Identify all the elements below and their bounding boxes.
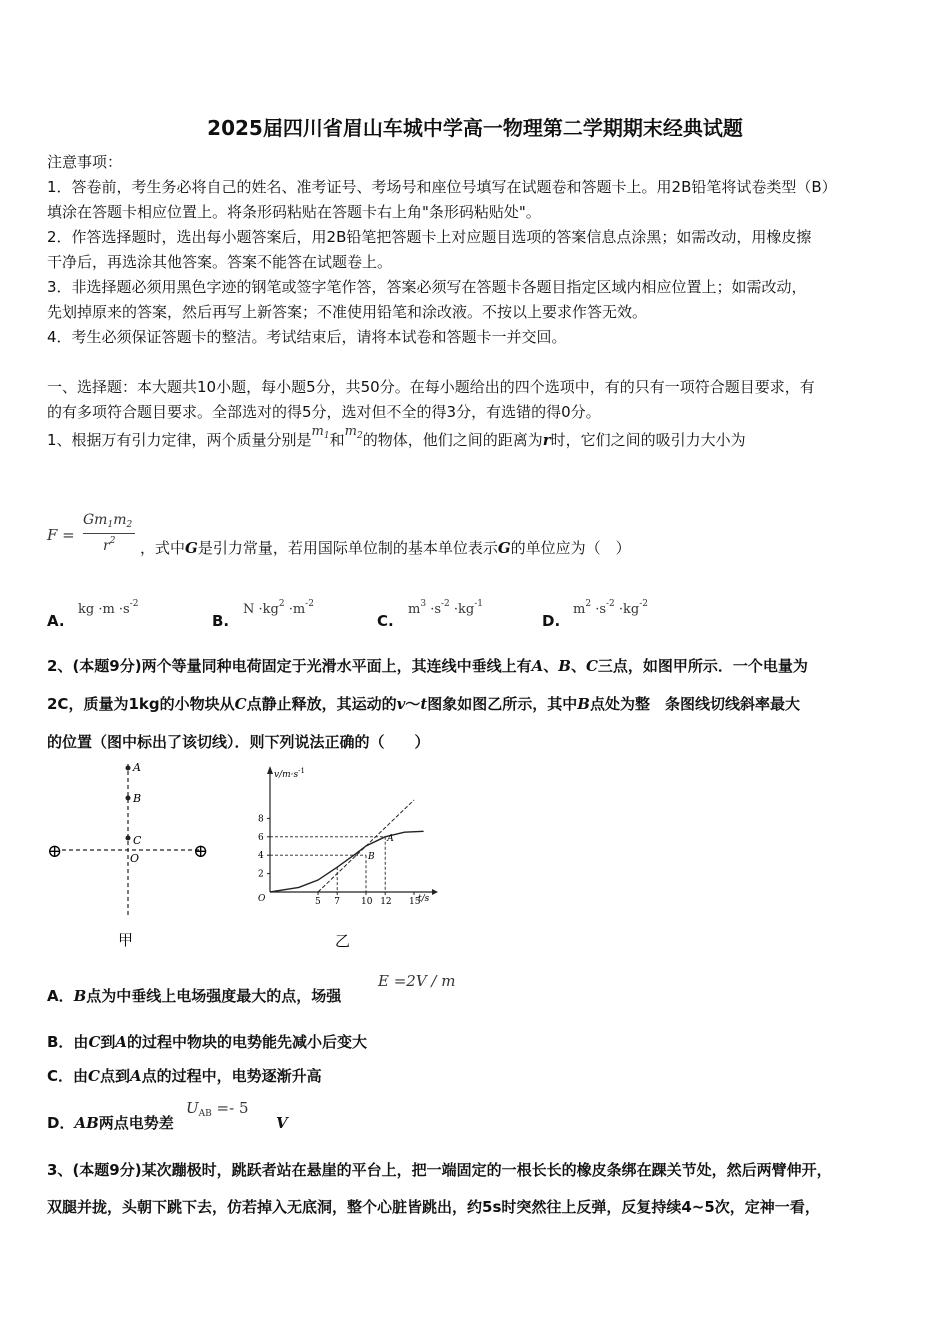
unit-text: m (573, 602, 586, 617)
q2-text: 三点，如图甲所示．一个电量为 (597, 657, 808, 675)
point-C: C (88, 1067, 100, 1085)
notice-line: 2．作答选择题时，选出每小题答案后，用2B铅笔把答题卡上对应题目选项的答案信息点涂黑；如需改动，用橡皮擦 (47, 228, 812, 246)
option-b-label: B. (212, 612, 230, 630)
q2-option-d (47, 1113, 174, 1133)
option-b-unit (243, 599, 314, 617)
y-tick-label: 4 (258, 851, 264, 862)
unit-text: ·s (591, 602, 606, 617)
fraction-bar (83, 533, 135, 534)
q3-number: 3、 (47, 1161, 73, 1179)
notice-line: 干净后，再选涂其他答案。答案不能答在试题卷上。 (47, 253, 393, 271)
point-A: A (115, 1033, 128, 1051)
notice-line: 3．非选择题必须用黑色字迹的钢笔或签字笔作答，答案必须写在答题卡各题目指定区域内相应位置上；如需改动， (47, 278, 807, 296)
point-B: B (577, 695, 590, 713)
num-sub1: 1 (107, 520, 114, 530)
sep: 、 (543, 657, 559, 675)
y-tick-label: 2 (258, 869, 264, 880)
q1-stem-f: 的单位应为（ ） (510, 539, 631, 557)
option-label: A． (47, 987, 74, 1005)
q1-stem-b: 的物体，他们之间的距离为 (362, 431, 543, 449)
num-sub2: 2 (126, 520, 133, 530)
unit-text: kg ·m ·s (78, 602, 130, 617)
option-text: 两点电势差 (98, 1114, 174, 1132)
y-tick-label: 8 (258, 814, 264, 825)
points-AB: AB (74, 1114, 99, 1132)
notice-line: 填涂在答题卡相应位置上。将条形码粘贴在答题卡右上角"条形码粘贴处"。 (47, 203, 541, 221)
section-intro: 的有多项符合题目要求。全部选对的得5分，选对但不全的得3分，有选错的得0分。 (47, 403, 601, 421)
option-text: 点为中垂线上电场强度最大的点，场强 (86, 987, 342, 1005)
q2-option-c (47, 1066, 322, 1086)
notice-heading: 注意事项： (47, 153, 123, 171)
unit-sup: -2 (129, 599, 139, 609)
formula-numerator (83, 512, 132, 530)
left-charge-icon: ⊕ (47, 841, 63, 862)
label-b: B (133, 792, 142, 805)
q2-text: 点静止释放，其运动的 (246, 695, 397, 713)
unit-text: ·m (284, 602, 306, 617)
option-label: D． (47, 1114, 75, 1132)
unit-sup: 2 (278, 599, 285, 609)
figure-jia-caption: 甲 (118, 931, 134, 949)
x-axis-label: t/s (418, 894, 430, 904)
sep: 、 (570, 657, 586, 675)
point-B: B (73, 987, 87, 1005)
q3-points: (本题9分) (72, 1161, 142, 1179)
point-C: C (88, 1033, 101, 1051)
den-r: r (103, 538, 110, 554)
num-m: m (113, 512, 127, 528)
q2-points: (本题9分) (72, 657, 142, 675)
m2-letter: m (344, 424, 357, 439)
option-label: C．由 (47, 1067, 89, 1085)
q2-option-a (47, 986, 341, 1006)
y-axis-label (274, 767, 305, 780)
q2-option-b (47, 1032, 367, 1052)
x-tick-label: 7 (334, 897, 340, 907)
option-text: 点的过程中，电势逐渐升高 (141, 1067, 322, 1085)
unit-sup: 2 (585, 599, 592, 609)
option-text: 点到 (99, 1067, 130, 1085)
unit-sup: -2 (639, 599, 649, 609)
m1-symbol (312, 424, 330, 439)
option-text: 的过程中物块的电势能先减小后变大 (127, 1033, 368, 1051)
origin-label: O (258, 894, 266, 904)
formula-denominator (103, 536, 115, 554)
chart-marks (258, 800, 424, 907)
y-axis-arrow-icon (267, 766, 273, 774)
unit-text: ·kg (449, 602, 475, 617)
q2-text: 2C，质量为1kg的小物块从 (47, 695, 235, 713)
G-symbol: G (497, 539, 511, 557)
tangent-line (318, 800, 414, 892)
q2-number: 2、 (47, 657, 73, 675)
ylabel-sup: -1 (298, 767, 305, 775)
point-b-dot (126, 796, 131, 801)
page-title: 2025届四川省眉山车城中学高一物理第二学期期末经典试题 (207, 116, 743, 140)
point-label-b: B (368, 852, 375, 863)
figure-yi-chart (250, 760, 450, 952)
notice-line: 4．考生必须保证答题卡的整洁。考试结束后，请将本试卷和答题卡一并交回。 (47, 328, 567, 346)
m1-letter: m (311, 424, 324, 439)
right-charge-icon: ⊕ (193, 841, 209, 862)
unit-sup: -2 (606, 599, 615, 609)
unit-text: m (408, 602, 421, 617)
x-tick-label: 5 (315, 897, 321, 907)
q1-stem-c: 时，它们之间的吸引力大小为 (550, 431, 746, 449)
r-symbol: r (542, 431, 551, 449)
field-strength-math: E =2V / m (378, 972, 456, 990)
notice-line: 1．答卷前，考生务必将自己的姓名、准考证号、考场号和座位号填写在试题卷和答题卡上。用2B铅笔将试卷类型（B） (47, 178, 837, 196)
volt-unit: V (276, 1114, 288, 1132)
unit-sup: 3 (420, 599, 427, 609)
v-symbol: v (396, 695, 406, 713)
unit-sup: -2 (441, 599, 450, 609)
q1-stem-a: 1、根据万有引力定律，两个质量分别是 (47, 431, 312, 449)
den-sup: 2 (109, 536, 116, 546)
potential-diff-math (186, 1099, 249, 1119)
point-c-dot (126, 836, 131, 841)
q2-stem-line2 (47, 694, 800, 714)
figure-jia (40, 758, 230, 953)
point-a-dot (126, 766, 131, 771)
num-gm: Gm (83, 512, 108, 528)
option-text: 到 (100, 1033, 116, 1051)
unit-sup: -1 (474, 599, 484, 609)
m1-sub: 1 (323, 431, 330, 441)
q2-text: 点处为整 条图线切线斜率最大 (589, 695, 800, 713)
unit-text: N ·kg (243, 602, 279, 617)
q1-stem (47, 424, 746, 456)
ylabel-text: v/m·s (274, 770, 299, 780)
section-intro: 一、选择题：本大题共10小题，每小题5分，共50分。在每小题给出的四个选项中，有的只有一项符合题目要求，有 (47, 378, 815, 396)
u-sub: AB (198, 1109, 212, 1119)
u-symbol: U (186, 1099, 199, 1117)
m2-sub: 2 (356, 431, 363, 441)
point-A: A (531, 657, 544, 675)
q1-stem-e: 是引力常量，若用国际单位制的基本单位表示 (197, 539, 498, 557)
notice-line: 先划掉原来的答案，然后再写上新答案；不准使用铅笔和涂改液。不按以上要求作答无效。 (47, 303, 648, 321)
q1-stem-d: ，式中 (140, 539, 186, 557)
figure-yi-caption: 乙 (335, 932, 351, 950)
unit-text: ·kg (614, 602, 640, 617)
option-label: B．由 (47, 1033, 89, 1051)
x-tick-label: 15 (409, 897, 421, 907)
point-B: B (558, 657, 571, 675)
gravity-formula (47, 512, 147, 560)
label-c: C (133, 834, 142, 847)
y-tick-label: 6 (258, 832, 264, 843)
option-a-label: A. (47, 612, 65, 630)
option-d-label: D. (542, 612, 561, 630)
label-a: A (133, 761, 141, 774)
q2-text: 图象如图乙所示，其中 (427, 695, 578, 713)
option-c-unit (408, 599, 483, 617)
option-d-unit (573, 599, 648, 617)
q1-stem-2 (140, 538, 631, 558)
G-symbol: G (185, 539, 198, 557)
label-o: O (130, 852, 140, 865)
x-axis-arrow-icon (432, 889, 438, 895)
point-label-a: A (387, 833, 394, 844)
point-C: C (234, 695, 247, 713)
t-symbol: t (420, 695, 428, 713)
q3-text: 某次蹦极时，跳跃者站在悬崖的平台上，把一端固定的一根长长的橡皮条绑在踝关节处，然后两臂伸开， (141, 1161, 832, 1179)
point-C: C (585, 657, 598, 675)
q2-text: 两个等量同种电荷固定于光滑水平面上，其连线中垂线上有 (141, 657, 532, 675)
q3-stem-line2: 双腿并拢，头朝下跳下去，仿若掉入无底洞，整个心脏皆跳出，约5s时突然往上反弹，反复持续4~5次，定神一看， (47, 1198, 820, 1216)
formula-lhs: F = (47, 526, 75, 544)
unit-text: ·s (426, 602, 441, 617)
q2-stem-line1 (47, 656, 808, 676)
x-tick-label: 10 (361, 897, 373, 907)
x-tick-label: 12 (380, 897, 392, 907)
q1-and: 和 (329, 431, 345, 449)
q3-stem-line1 (47, 1160, 832, 1180)
option-c-label: C. (377, 612, 394, 630)
vt-curve (270, 831, 424, 892)
u-value: =- 5 (211, 1099, 249, 1117)
tilde: ～ (405, 695, 421, 713)
option-a-unit (78, 599, 139, 617)
unit-sup: -2 (305, 599, 314, 609)
q2-stem-line3: 的位置（图中标出了该切线）．则下列说法正确的（ ） (47, 733, 430, 751)
point-A: A (129, 1067, 142, 1085)
m2-symbol (345, 424, 363, 439)
